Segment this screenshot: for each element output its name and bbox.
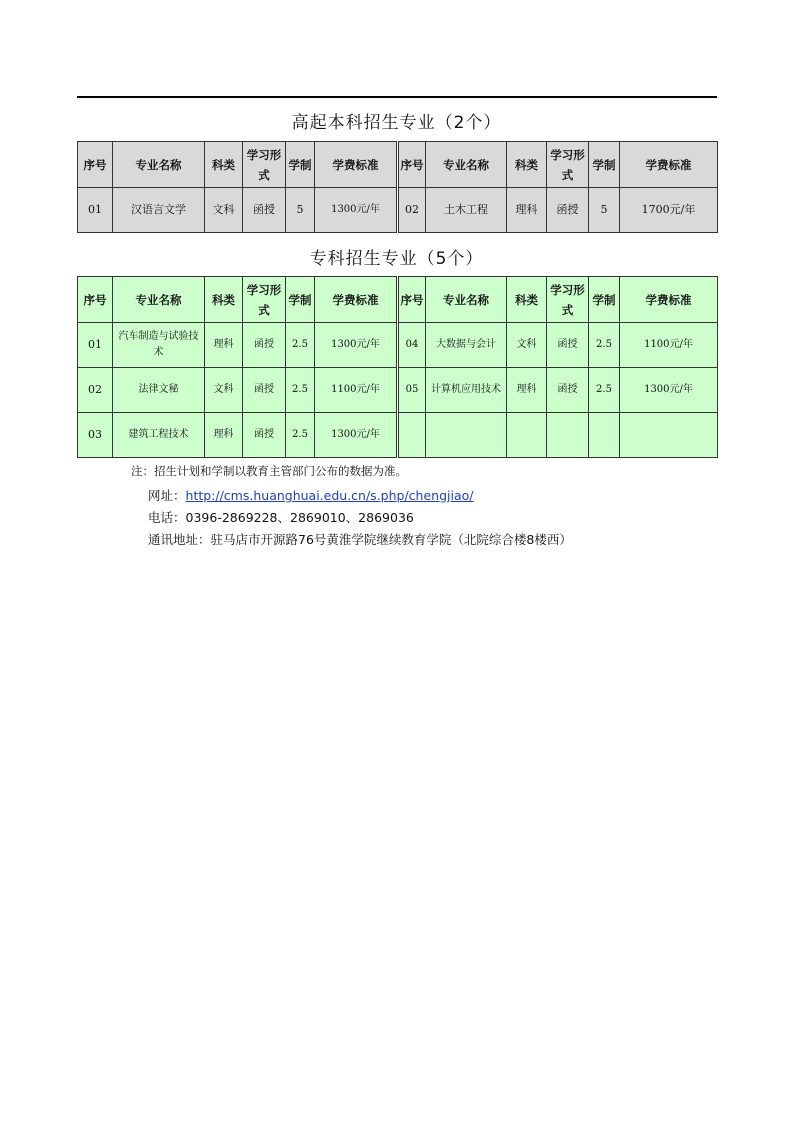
address-label: 通讯地址： [148,532,211,547]
table-cell: 5 [286,188,315,233]
header-cell: 学费标准 [620,277,718,323]
header-cell: 学习形式 [547,142,589,188]
table-cell [507,413,547,458]
header-cell: 专业名称 [113,142,205,188]
phone-numbers: 0396-2869228、2869010、2869036 [185,510,414,525]
header-cell: 序号 [398,277,426,323]
table-cell: 函授 [547,323,589,368]
table-cell: 文科 [507,323,547,368]
table-row [78,323,718,368]
section2-title: 专科招生专业（5个） [309,249,484,269]
header-cell: 科类 [205,142,243,188]
table-cell: 1300元/年 [315,188,398,233]
table-cell [426,413,507,458]
table-cell: 文科 [205,188,243,233]
table-cell: 理科 [205,413,243,458]
table-cell: 01 [78,188,113,233]
table-cell: 5 [589,188,620,233]
header-cell: 学费标准 [620,142,718,188]
table-cell: 函授 [547,368,589,413]
phone-line [148,508,414,526]
table-cell: 土木工程 [426,188,507,233]
table-cell: 2.5 [589,368,620,413]
table-row [78,188,718,233]
website-link[interactable]: http://cms.huanghuai.edu.cn/s.php/chengjiao/ [185,488,474,503]
table-cell: 1100元/年 [315,368,398,413]
table-cell [620,413,718,458]
footnote: 注：招生计划和学制以教育主管部门公布的数据为准。 [131,464,407,478]
header-cell: 学习形式 [243,142,286,188]
table-cell: 建筑工程技术 [113,413,205,458]
table-cell [589,413,620,458]
table-row [78,413,718,458]
table-cell [547,413,589,458]
header-cell: 学制 [589,277,620,323]
table-cell: 大数据与会计 [426,323,507,368]
table-cell: 1300元/年 [315,323,398,368]
table-cell: 1300元/年 [315,413,398,458]
table-cell: 2.5 [286,413,315,458]
table-cell: 05 [398,368,426,413]
table-cell: 文科 [205,368,243,413]
table-cell: 理科 [507,368,547,413]
table-row [78,368,718,413]
header-cell: 学费标准 [315,142,398,188]
header-cell: 学习形式 [547,277,589,323]
table-header-row [78,277,718,323]
table-cell: 函授 [547,188,589,233]
table-cell: 03 [78,413,113,458]
header-cell: 专业名称 [113,277,205,323]
table-cell: 02 [78,368,113,413]
address-value: 驻马店市开源路76号黄淮学院继续教育学院（北院综合楼8楼西） [210,532,572,547]
header-cell: 序号 [78,277,113,323]
table-cell: 计算机应用技术 [426,368,507,413]
table-cell: 汉语言文学 [113,188,205,233]
table-cell: 汽车制造与试验技术 [113,323,205,368]
header-cell: 学制 [286,142,315,188]
website-line [148,486,473,504]
table-cell: 01 [78,323,113,368]
header-cell: 专业名称 [426,142,507,188]
section1-title: 高起本科招生专业（2个） [291,113,502,133]
table-cell: 04 [398,323,426,368]
table-cell: 法律文秘 [113,368,205,413]
table-cell: 2.5 [286,368,315,413]
header-cell: 学制 [286,277,315,323]
table-cell: 函授 [243,188,286,233]
header-cell: 科类 [507,277,547,323]
table-cell: 1700元/年 [620,188,718,233]
phone-label: 电话： [148,510,186,525]
table-cell: 理科 [507,188,547,233]
website-label: 网址： [148,488,186,503]
undergrad-majors-table [77,141,718,233]
header-cell: 科类 [507,142,547,188]
table-cell: 2.5 [589,323,620,368]
header-cell: 专业名称 [426,277,507,323]
header-cell: 学制 [589,142,620,188]
table-cell: 函授 [243,323,286,368]
table-cell: 1100元/年 [620,323,718,368]
college-majors-table [77,276,718,458]
table-header-row [78,142,718,188]
top-rule [77,96,717,98]
table-cell [398,413,426,458]
header-cell: 科类 [205,277,243,323]
table-cell: 函授 [243,368,286,413]
table-cell: 理科 [205,323,243,368]
header-cell: 序号 [398,142,426,188]
header-cell: 学费标准 [315,277,398,323]
header-cell: 学习形式 [243,277,286,323]
table-cell: 1300元/年 [620,368,718,413]
table-cell: 函授 [243,413,286,458]
address-line [148,530,572,548]
table-cell: 2.5 [286,323,315,368]
header-cell: 序号 [78,142,113,188]
table-cell: 02 [398,188,426,233]
